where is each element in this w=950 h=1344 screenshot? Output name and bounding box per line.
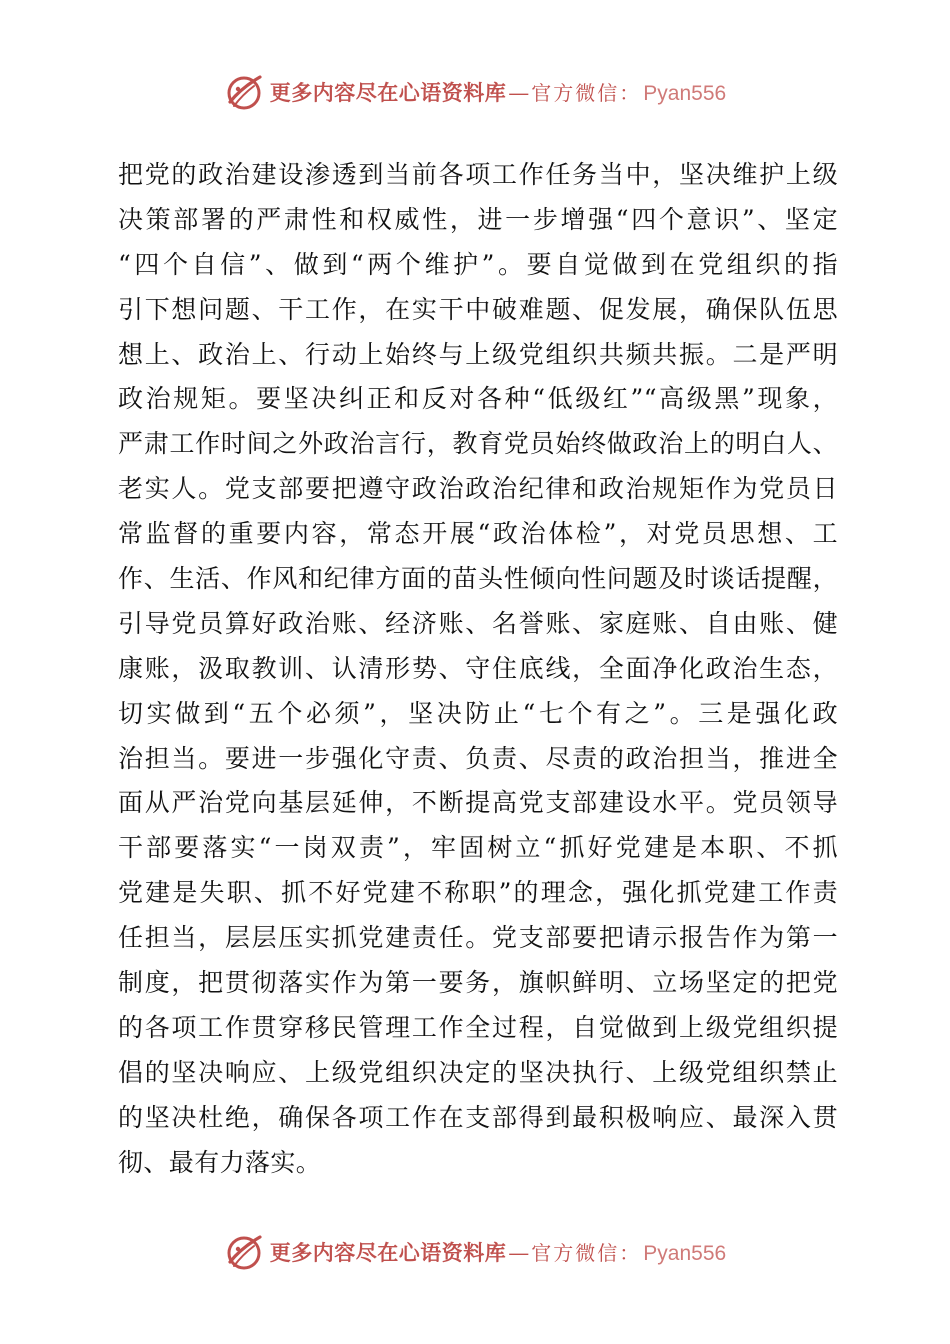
text-line: “四个自信”、做到“两个维护”。要自觉做到在党组织的指 — [118, 249, 838, 279]
footer-banner-text — [270, 1237, 726, 1267]
text-line: 引导党员算好政治账、经济账、名誉账、家庭账、自由账、健 — [118, 608, 838, 638]
footer-wechat-label: 官方微信： — [531, 1241, 642, 1265]
text-line: 党建是失职、抓不好党建不称职”的理念，强化抓党建工作责 — [118, 878, 838, 908]
footer-brand: 更多内容尽在心语资料库 — [269, 1240, 507, 1265]
text-line: 面从严治党向基层延伸，不断提高党支部建设水平。党员领导 — [118, 788, 838, 818]
text-line: 任担当，层层压实抓党建责任。党支部要把请示报告作为第一 — [118, 923, 838, 953]
text-line: 决策部署的严肃性和权威性，进一步增强“四个意识”、坚定 — [118, 204, 838, 234]
text-line: 制度，把贯彻落实作为第一要务，旗帜鲜明、立场坚定的把党 — [118, 968, 838, 998]
header-banner-text — [270, 77, 726, 107]
text-line: 治担当。要进一步强化守责、负责、尽责的政治担当，推进全 — [118, 743, 838, 773]
text-line: 引下想问题、干工作，在实干中破难题、促发展，确保队伍思 — [118, 294, 838, 324]
header-banner — [0, 70, 950, 114]
header-wechat-id: Pyan556 — [643, 82, 727, 105]
text-line: 老实人。党支部要把遵守政治政治纪律和政治规矩作为党员日 — [118, 474, 838, 504]
header-wechat-label: 官方微信： — [531, 81, 642, 105]
text-line: 的坚决杜绝，确保各项工作在支部得到最积极响应、最深入贯 — [118, 1102, 838, 1132]
text-line: 康账，汲取教训、认清形势、守住底线，全面净化政治生态， — [118, 653, 838, 683]
text-line: 切实做到“五个必须”，坚决防止“七个有之”。三是强化政 — [118, 698, 838, 728]
text-line: 作、生活、作风和纪律方面的苗头性倾向性问题及时谈话提醒， — [118, 564, 838, 594]
text-line: 想上、政治上、行动上始终与上级党组织共频共振。二是严明 — [118, 339, 838, 369]
text-line: 干部要落实“一岗双责”，牢固树立“抓好党建是本职、不抓 — [118, 833, 838, 863]
footer-wechat-id: Pyan556 — [643, 1242, 727, 1265]
header-brand: 更多内容尽在心语资料库 — [269, 80, 507, 105]
text-line: 的各项工作贯穿移民管理工作全过程，自觉做到上级党组织提 — [118, 1012, 838, 1042]
text-line: 把党的政治建设渗透到当前各项工作任务当中，坚决维护上级 — [118, 160, 838, 189]
footer-banner — [0, 1230, 950, 1274]
header-dash: — — [508, 81, 530, 105]
text-line: 倡的坚决响应、上级党组织决定的坚决执行、上级党组织禁止 — [118, 1057, 838, 1087]
text-line: 政治规矩。要坚决纠正和反对各种“低级红”“高级黑”现象， — [118, 384, 838, 414]
text-line: 彻、最有力落实。 — [118, 1147, 322, 1177]
circular-pen-logo-icon — [224, 72, 264, 112]
footer-dash: — — [508, 1241, 530, 1265]
text-line: 严肃工作时间之外政治言行，教育党员始终做政治上的明白人、 — [118, 429, 838, 459]
document-body — [118, 153, 838, 1185]
circular-pen-logo-icon — [224, 1232, 264, 1272]
text-line: 常监督的重要内容，常态开展“政治体检”，对党员思想、工 — [118, 519, 838, 549]
